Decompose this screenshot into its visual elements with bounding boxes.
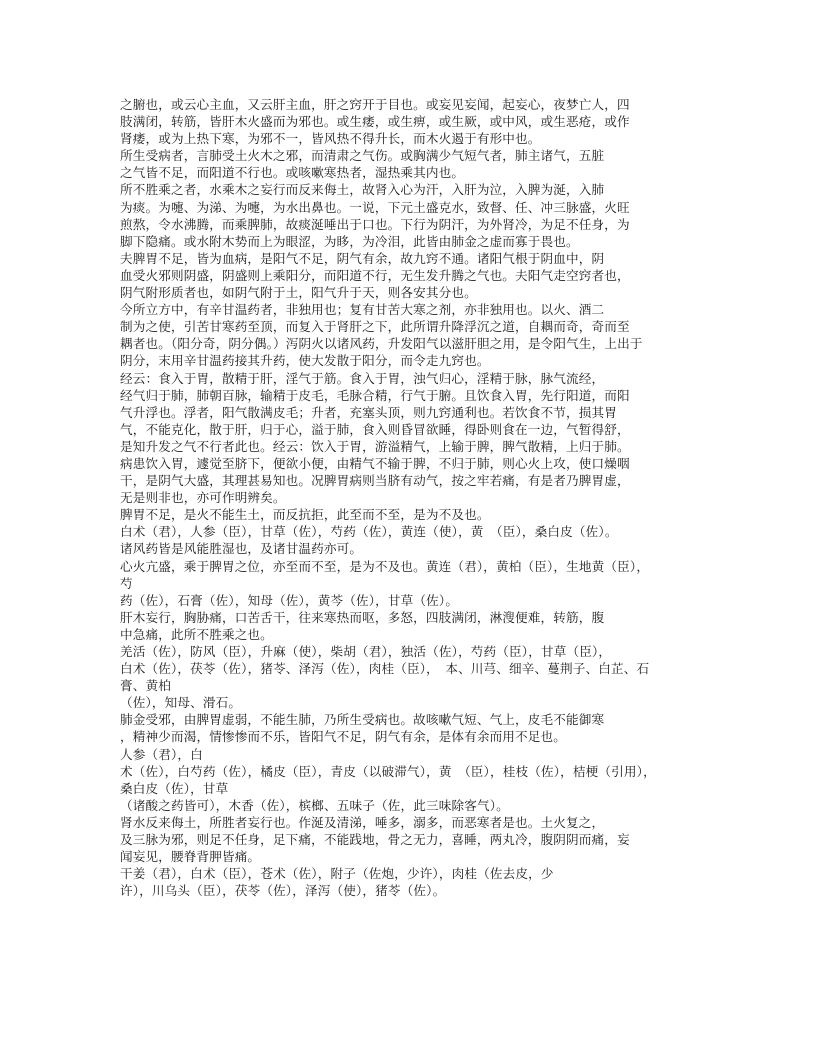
text-line: 病患饮入胃，遽觉至脐下，便欲小便，由精气不输于脾，不归于肺，则心火上攻，使口燥咽 bbox=[120, 455, 630, 471]
text-line: 今所立方中，有辛甘温药者，非独用也；复有甘苦大寒之剂，亦非独用也。以火、酒二 bbox=[120, 302, 605, 318]
text-line: 芍 bbox=[120, 575, 133, 591]
text-line: 肝木妄行，胸胁痛，口苦舌干，往来寒热而呕，多怒，四肢满闭，淋溲便难，转筋，腹 bbox=[120, 609, 605, 625]
text-line: 是知升发之气不行者此也。经云：饮入于胃，游溢精气，上输于脾，脾气散精，上归于肺。 bbox=[120, 438, 630, 454]
text-line: （诸酸之药皆可），木香（佐），槟榔、五味子（佐，此三味除客气）。 bbox=[120, 797, 509, 813]
text-line: 药（佐），石膏（佐），知母（佐），黄芩（佐），甘草（佐）。 bbox=[120, 592, 459, 608]
text-line: 羌活（佐），防风（臣），升麻（使），柴胡（君），独活（佐），芍药（臣），甘草（臣）， bbox=[120, 644, 612, 659]
text-line: 肢满闭，转筋，皆肝木火盛而为邪也。或生痿，或生痹，或生厥，或中风，或生恶疮，或作 bbox=[120, 114, 630, 130]
text-line: 气升浮也。浮者，阳气散满皮毛；升者，充塞头顶，则九窍通利也。若饮食不节，损其胃 bbox=[120, 404, 618, 420]
text-line: 闻妄见，腰脊背胛皆痛。 bbox=[120, 849, 261, 865]
text-line: 无是则非也，亦可作明辨矣。 bbox=[120, 490, 286, 506]
text-line: 煎熬，令水沸腾，而乘脾肺，故痰涎唾出于口也。下行为阴汗，为外肾冷，为足不任身，为 bbox=[120, 216, 630, 232]
text-line: 干姜（君），白术（臣），苍术（佐），附子（佐炮，少许），肉桂（佐去皮，少 bbox=[120, 866, 554, 882]
text-line: 白术（佐），茯苓（佐），猪苓、泽泻（佐），肉桂（臣）， 本、川芎、细辛、蔓荆子、白芷、石 bbox=[120, 661, 650, 677]
text-line: 肾痿，或为上热下寒，为邪不一，皆风热不得升长，而木火遏于有形中也。 bbox=[120, 131, 541, 147]
text-line: 经气归于肺，肺朝百脉，输精于皮毛，毛脉合精，行气于腑。且饮食入胃，先行阳道，而阳 bbox=[120, 387, 630, 403]
text-line: 所不胜乘之者，水乘木之妄行而反来侮土，故肾入心为汗，入肝为泣，入脾为涎，入肺 bbox=[120, 182, 605, 198]
text-line: 耦者也。（阳分奇，阴分偶。）泻阴火以诸风药，升发阳气以滋肝胆之用，是令阳气生，上出于 bbox=[120, 336, 643, 352]
text-line: 心火亢盛，乘于脾胃之位，亦至而不至，是为不及也。黄连（君），黄柏（臣），生地黄（臣）， bbox=[120, 558, 650, 574]
text-line: 所生受病者，言肺受土火木之邪，而清肃之气伤。或胸满少气短气者，肺主诸气，五脏 bbox=[120, 148, 605, 164]
text-line: 阴分，末用辛甘温药接其升药，使大发散于阳分，而令走九窍也。 bbox=[120, 353, 490, 369]
text-line: 脚下隐痛。或水附木势而上为眼涩，为眵，为冷泪，此皆由肺金之虚而寡于畏也。 bbox=[120, 233, 579, 249]
text-line: 夫脾胃不足，皆为血病，是阳气不足，阴气有余，故九窍不通。诸阳气根于阴血中，阴 bbox=[120, 250, 605, 266]
text-line: 许），川乌头（臣），茯苓（佐），泽泻（使），猪苓（佐）。 bbox=[120, 883, 446, 899]
text-line: 之气皆不足，而阳道不行也。或咳嗽寒热者，湿热乘其内也。 bbox=[120, 165, 465, 181]
text-line: 阴气附形质者也，如阴气附于土，阳气升于天，则各安其分也。 bbox=[120, 285, 477, 301]
text-line: 白术（君），人参（臣），甘草（佐），芍药（佐），黄连（使），黄 （臣），桑白皮（佐）。 bbox=[120, 524, 618, 540]
text-line: 脾胃不足，是火不能生土，而反抗拒，此至而不至，是为不及也。 bbox=[120, 507, 490, 523]
text-line: 气，不能克化，散于肝，归于心，溢于肺，食入则昏冒欲睡，得卧则食在一边，气暂得舒， bbox=[120, 421, 630, 437]
document-page bbox=[120, 96, 698, 899]
text-line: 诸风药皆是风能胜湿也，及诸甘温药亦可。 bbox=[120, 541, 363, 557]
text-line: 中急痛，此所不胜乘之也。 bbox=[120, 626, 273, 642]
text-line: 制为之使，引苦甘寒药至顶，而复入于肾肝之下，此所谓升降浮沉之道，自耦而奇，奇而至 bbox=[120, 319, 630, 335]
text-line: （佐），知母、滑石。 bbox=[120, 695, 242, 711]
text-line: 肺金受邪，由脾胃虚弱，不能生肺，乃所生受病也。故咳嗽气短、气上，皮毛不能御寒 bbox=[120, 712, 605, 728]
text-line: 经云：食入于胃，散精于肝，淫气于筋。食入于胃，浊气归心，淫精于脉，脉气流经， bbox=[120, 370, 605, 386]
text-line: 膏、黄柏 bbox=[120, 678, 171, 694]
text-line: 及三脉为邪，则足不任身，足下痛，不能践地，骨之无力，喜睡，两丸冷，腹阴阴而痛，妄 bbox=[120, 832, 630, 848]
text-line: 桑白皮（佐），甘草 bbox=[120, 780, 229, 796]
text-line: 肾水反来侮土，所胜者妄行也。作涎及清涕，唾多，溺多，而恶寒者是也。土火复之， bbox=[120, 814, 605, 830]
text-line: 人参（君），白 bbox=[120, 746, 203, 762]
text-line: 之腑也，或云心主血，又云肝主血，肝之窍开于目也。或妄见妄闻，起妄心，夜梦亡人，四 bbox=[120, 97, 630, 112]
text-line: 干，是阴气大盛，其理甚易知也。况脾胃病则当脐有动气，按之牢若痛，有是者乃脾胃虚， bbox=[120, 473, 630, 489]
text-line: 血受火邪则阴盛，阴盛则上乘阳分，而阳道不行，无生发升腾之气也。夫阳气走空窍者也， bbox=[120, 267, 630, 283]
text-line: ，精神少而渴，情惨惨而不乐，皆阳气不足，阴气有余，是体有余而用不足也。 bbox=[120, 729, 567, 745]
text-line: 术（佐），白芍药（佐），橘皮（臣），青皮（以破滞气），黄 （臣），桂枝（佐），桔梗（引用）， bbox=[120, 763, 656, 779]
text-line: 为痰。为嚏、为涕、为嚏，为水出鼻也。一说，下元土盛克水，致督、任、冲三脉盛，火旺 bbox=[120, 199, 630, 215]
